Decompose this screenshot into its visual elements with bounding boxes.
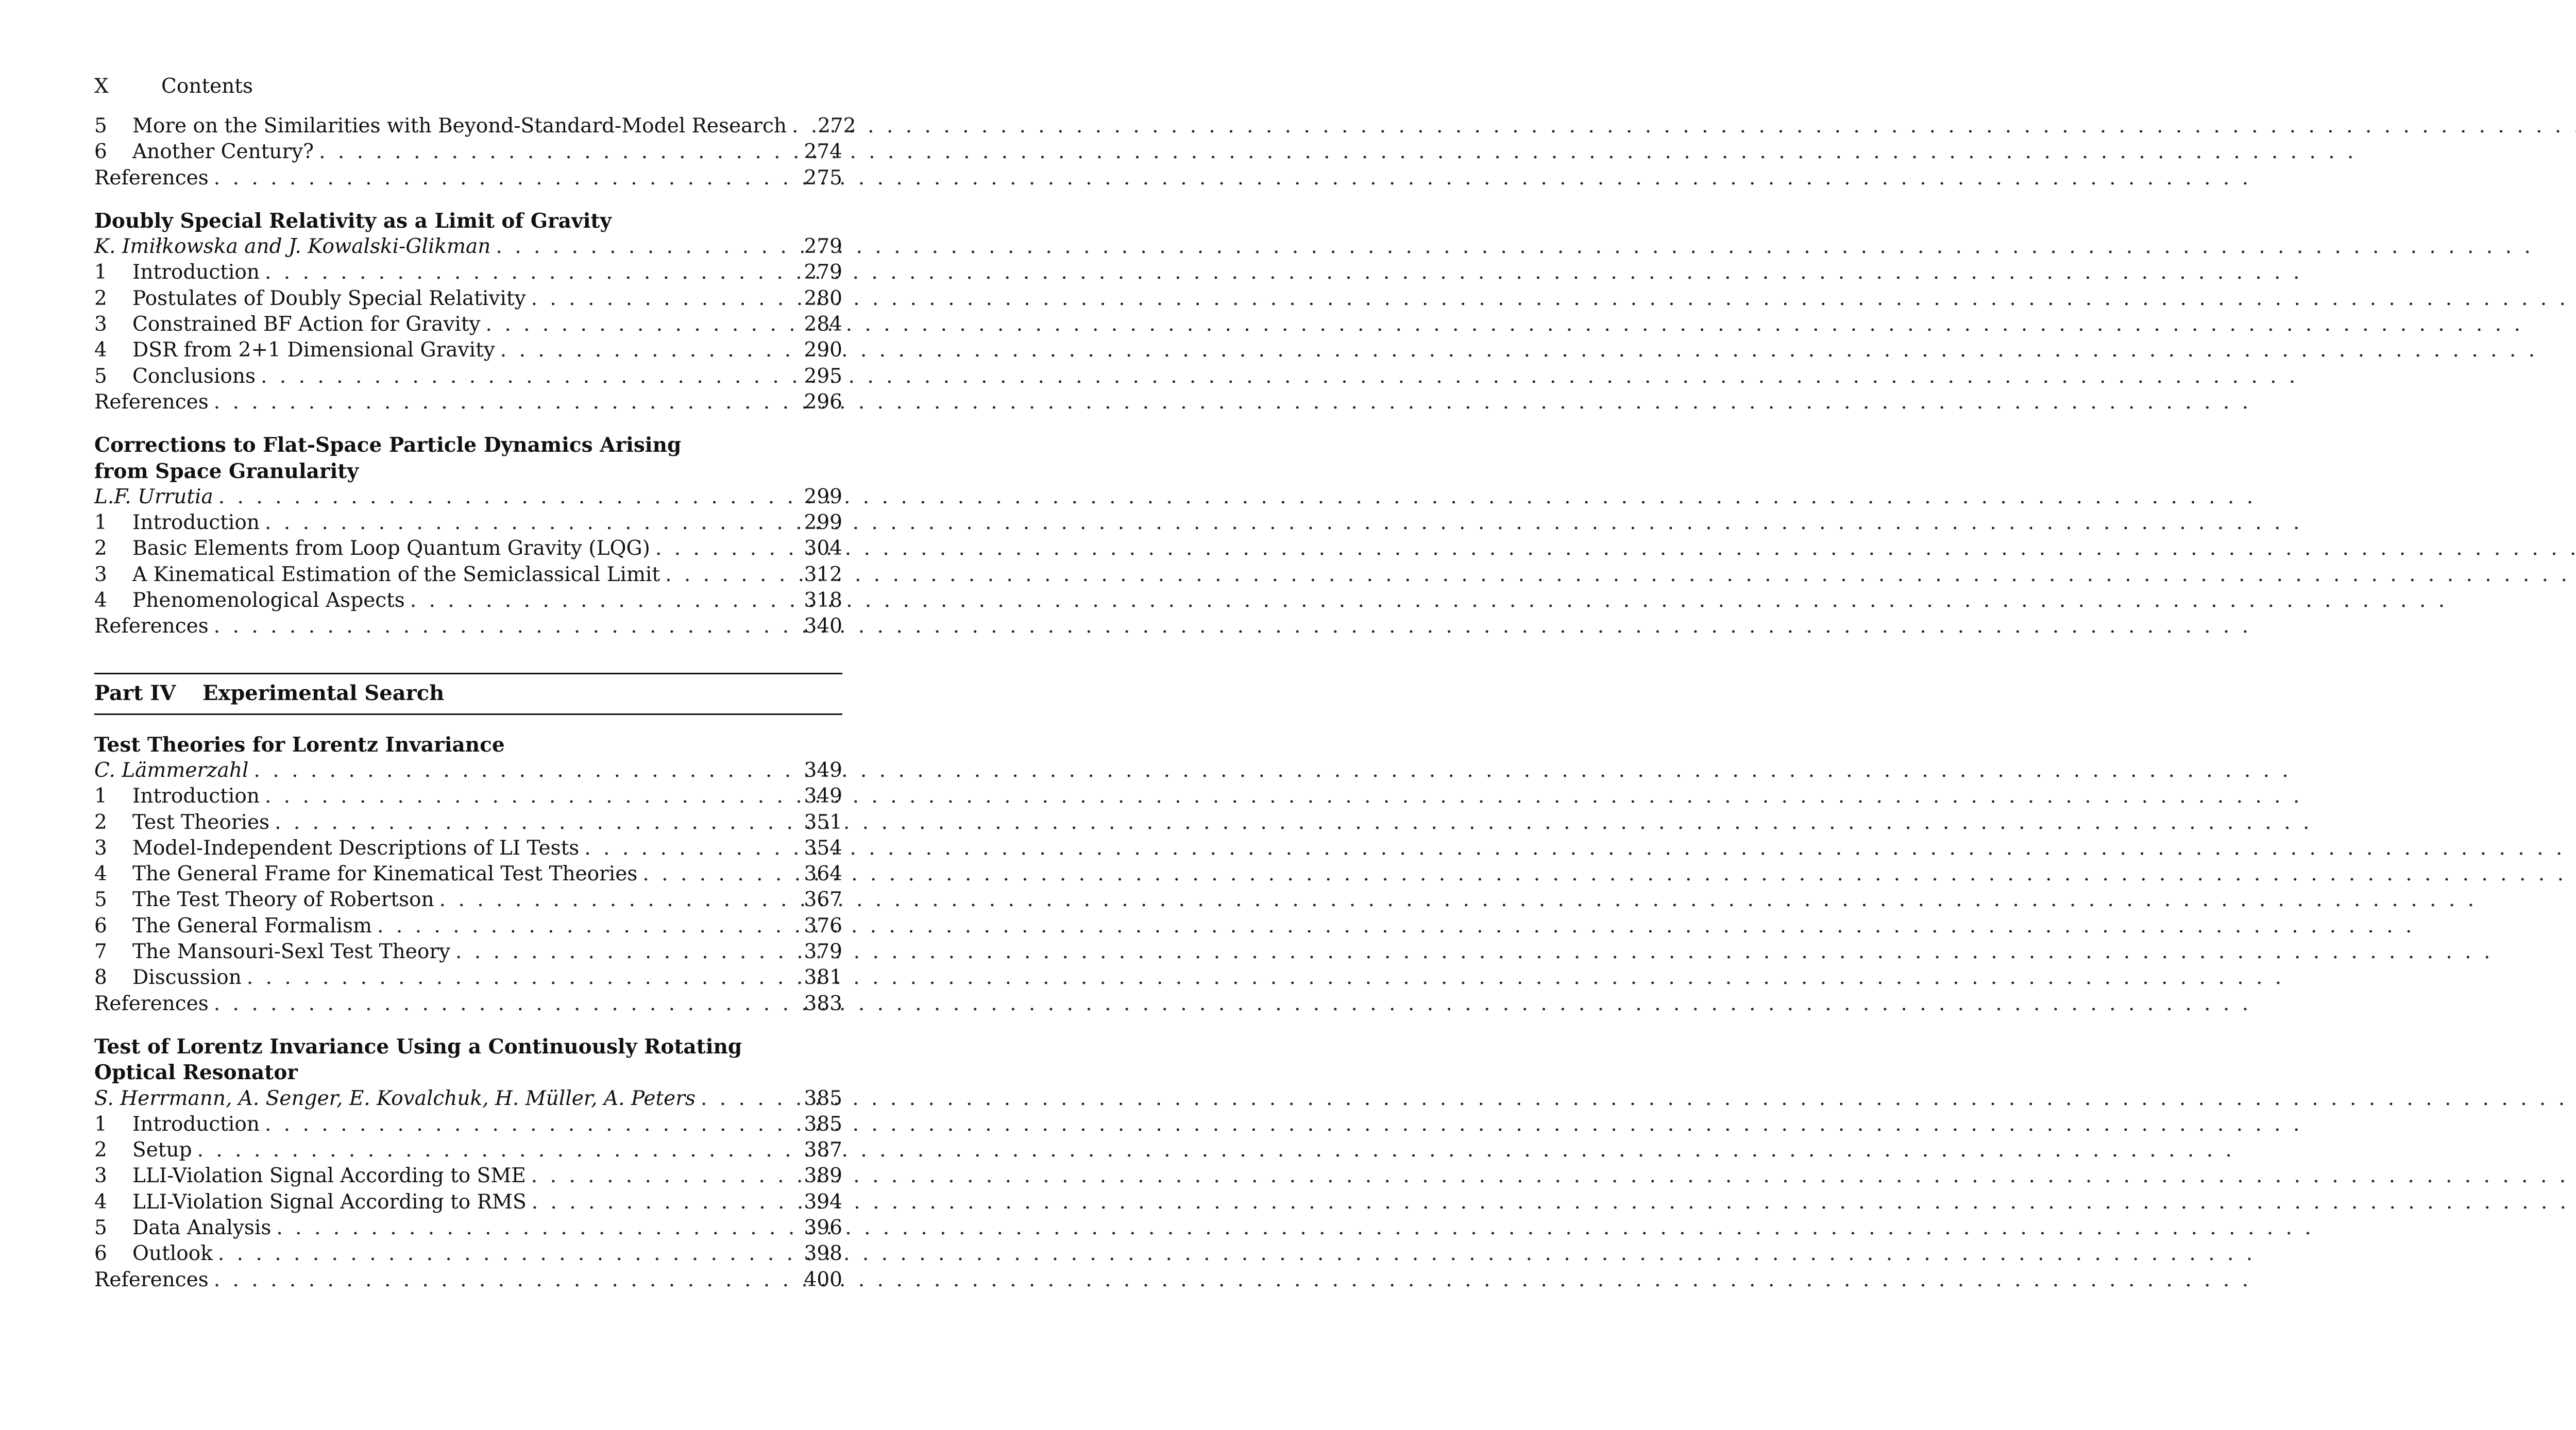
- page-number: 398: [804, 1242, 842, 1266]
- page-number: 280: [804, 286, 842, 310]
- page-number: 387: [804, 1138, 842, 1162]
- section-title: Model-Independent Descriptions of LI Tests: [132, 836, 580, 860]
- section-title: Outlook: [132, 1242, 213, 1266]
- page-number: 312: [804, 563, 842, 586]
- section-title: More on the Similarities with Beyond-Standard-Model Research: [132, 114, 787, 138]
- toc-entry[interactable]: [94, 337, 842, 363]
- toc-chapter: [94, 208, 842, 415]
- page-number: 364: [804, 862, 842, 886]
- section-number: 1: [94, 261, 107, 284]
- page-number: 299: [804, 511, 842, 535]
- section-title: References: [94, 1268, 209, 1291]
- page-number: 279: [804, 261, 842, 284]
- section-number: 5: [94, 888, 107, 912]
- section-number: 3: [94, 313, 107, 336]
- dot-leader: [214, 165, 799, 191]
- page-number: 389: [804, 1164, 842, 1188]
- section-number: 4: [94, 862, 107, 886]
- toc-entry[interactable]: [94, 588, 842, 614]
- dot-leader: [218, 1241, 799, 1267]
- page-number: 367: [804, 888, 842, 912]
- page-number: 376: [804, 914, 842, 938]
- author-names: C. Lämmerzahl: [94, 758, 249, 782]
- dot-leader: [214, 991, 799, 1017]
- page-number: 349: [804, 785, 842, 808]
- part-title: Experimental Search: [202, 680, 445, 705]
- dot-leader: [486, 312, 799, 337]
- dot-leader: [261, 364, 799, 389]
- running-head: [94, 71, 842, 102]
- section-title: References: [94, 992, 209, 1015]
- toc-entry[interactable]: [94, 861, 842, 887]
- dot-leader: [439, 887, 799, 913]
- chapter-author[interactable]: [94, 484, 842, 510]
- toc-entry[interactable]: [94, 510, 842, 536]
- chapter-author[interactable]: [94, 758, 842, 784]
- dot-leader: [275, 810, 799, 836]
- page-number: 349: [804, 758, 842, 782]
- toc-entry[interactable]: [94, 260, 842, 285]
- section-number: 1: [94, 1112, 107, 1136]
- page-number: 275: [804, 166, 842, 190]
- toc-entry[interactable]: [94, 836, 842, 861]
- author-names: L.F. Urrutia: [94, 485, 213, 508]
- dot-leader: [792, 113, 812, 139]
- section-title: LLI-Violation Signal According to SME: [132, 1164, 526, 1188]
- dot-leader: [455, 939, 799, 965]
- section-title: Constrained BF Action for Gravity: [132, 313, 481, 336]
- dot-leader: [642, 861, 799, 887]
- page-number: 304: [804, 537, 842, 560]
- page-number: 274: [804, 140, 842, 164]
- toc-entry[interactable]: [94, 139, 842, 165]
- section-number: 6: [94, 140, 107, 164]
- toc-entry[interactable]: [94, 312, 842, 337]
- section-number: 2: [94, 810, 107, 834]
- page-number: 381: [804, 966, 842, 990]
- dot-leader: [531, 1163, 799, 1189]
- chapter-author[interactable]: [94, 234, 842, 260]
- page-number: 290: [804, 338, 842, 362]
- toc-entry[interactable]: [94, 1241, 842, 1267]
- page-number: 272: [817, 114, 856, 138]
- dot-leader: [410, 588, 799, 614]
- toc-entry[interactable]: [94, 562, 842, 588]
- section-title: Conclusions: [132, 364, 256, 388]
- section-number: 5: [94, 364, 107, 388]
- page-number: 385: [804, 1112, 842, 1136]
- toc-entry-references[interactable]: [94, 389, 842, 415]
- section-number: 4: [94, 589, 107, 612]
- page-number: 318: [804, 589, 842, 612]
- toc-chapter: [94, 432, 842, 639]
- page-number: 340: [804, 615, 842, 638]
- section-number: 6: [94, 914, 107, 938]
- page-number: 279: [804, 235, 842, 259]
- toc-entry[interactable]: [94, 536, 842, 561]
- section-number: 1: [94, 785, 107, 808]
- section-number: 4: [94, 1190, 107, 1214]
- section-number: 3: [94, 836, 107, 860]
- section-title: The Mansouri-Sexl Test Theory: [132, 940, 450, 964]
- page-number: 354: [804, 836, 842, 860]
- dot-leader: [655, 536, 799, 561]
- section-title: The General Formalism: [132, 914, 372, 938]
- section-number: 7: [94, 940, 107, 964]
- author-names: S. Herrmann, A. Senger, E. Kovalchuk, H. Müller, A. Peters: [94, 1086, 696, 1110]
- toc-chapter: [94, 732, 842, 1017]
- section-title: DSR from 2+1 Dimensional Gravity: [132, 338, 495, 362]
- toc-entry[interactable]: [94, 364, 842, 389]
- part-heading[interactable]: [94, 673, 842, 715]
- page-number: 379: [804, 940, 842, 964]
- page-number: 351: [804, 810, 842, 834]
- section-number: 6: [94, 1242, 107, 1266]
- chapter-title[interactable]: Test of Lorentz Invariance Using a Continuously Rotating Optical Resonator: [94, 1034, 742, 1085]
- section-title: Discussion: [132, 966, 242, 990]
- page-number: 400: [804, 1268, 842, 1291]
- section-title: The Test Theory of Robertson: [132, 888, 434, 912]
- toc-entry[interactable]: [94, 887, 842, 913]
- chapter-title[interactable]: Doubly Special Relativity as a Limit of Gravity: [94, 209, 612, 233]
- toc-entry[interactable]: [94, 913, 842, 939]
- toc-entry-references[interactable]: [94, 1267, 842, 1293]
- section-title: Data Analysis: [132, 1216, 272, 1239]
- dot-leader: [496, 234, 799, 260]
- dot-leader: [218, 484, 799, 510]
- dot-leader: [701, 1086, 799, 1112]
- page-number: 284: [804, 313, 842, 336]
- dot-leader: [197, 1137, 799, 1163]
- section-number: 2: [94, 286, 107, 310]
- page-number: 299: [804, 485, 842, 508]
- toc-chapter: [94, 1034, 842, 1293]
- page-number: 394: [804, 1190, 842, 1214]
- dot-leader: [214, 1267, 799, 1293]
- section-title: Another Century?: [132, 140, 314, 164]
- author-names: K. Imiłkowska and J. Kowalski-Glikman: [94, 235, 491, 259]
- section-number: 4: [94, 338, 107, 362]
- dot-leader: [214, 389, 799, 415]
- section-title: Introduction: [132, 1112, 260, 1136]
- toc-continuation: [94, 113, 856, 191]
- section-number: 3: [94, 1164, 107, 1188]
- running-head-title: Contents: [161, 75, 253, 98]
- page-number: 295: [804, 364, 842, 388]
- dot-leader: [265, 260, 799, 285]
- toc-entry[interactable]: [94, 1163, 842, 1189]
- section-title: Basic Elements from Loop Quantum Gravity (LQG): [132, 537, 650, 560]
- section-number: 8: [94, 966, 107, 990]
- page-number: 385: [804, 1086, 842, 1110]
- section-number: 5: [94, 114, 107, 138]
- section-title: Test Theories: [132, 810, 270, 834]
- section-title: Introduction: [132, 511, 260, 535]
- page-number: 296: [804, 390, 842, 414]
- page-number: 383: [804, 992, 842, 1015]
- chapter-title[interactable]: Corrections to Flat-Space Particle Dynamics Arising from Space Granularity: [94, 433, 682, 483]
- chapter-author[interactable]: [94, 1086, 842, 1112]
- toc-entry[interactable]: [94, 939, 842, 965]
- toc-entry[interactable]: [94, 784, 842, 809]
- dot-leader: [532, 1189, 799, 1215]
- dot-leader: [265, 510, 799, 536]
- toc-entry[interactable]: [94, 113, 856, 139]
- toc-content: [94, 113, 856, 1293]
- dot-leader: [584, 836, 799, 861]
- toc-entry[interactable]: [94, 1215, 842, 1241]
- part-label: Part IV: [94, 680, 176, 705]
- section-title: References: [94, 390, 209, 414]
- section-number: 5: [94, 1216, 107, 1239]
- toc-entry[interactable]: [94, 286, 842, 312]
- dot-leader: [253, 758, 799, 784]
- section-title: Postulates of Doubly Special Relativity: [132, 286, 526, 310]
- section-number: 2: [94, 537, 107, 560]
- page-folio: X: [94, 75, 109, 98]
- dot-leader: [276, 1215, 799, 1241]
- toc-entry[interactable]: [94, 810, 842, 836]
- toc-entry-references[interactable]: [94, 165, 842, 191]
- section-number: 1: [94, 511, 107, 535]
- toc-entry-references[interactable]: [94, 991, 842, 1017]
- dot-leader: [500, 337, 799, 363]
- dot-leader: [214, 614, 799, 639]
- part-chapters: [94, 732, 842, 1293]
- section-number: 2: [94, 1138, 107, 1162]
- dot-leader: [319, 139, 799, 165]
- toc-entry-references[interactable]: [94, 614, 842, 639]
- dot-leader: [265, 1112, 799, 1137]
- page-number: 396: [804, 1216, 842, 1239]
- section-title: A Kinematical Estimation of the Semiclassical Limit: [132, 563, 660, 586]
- section-title: Phenomenological Aspects: [132, 589, 405, 612]
- section-title: References: [94, 166, 209, 190]
- section-title: The General Frame for Kinematical Test Theories: [132, 862, 638, 886]
- dot-leader: [265, 784, 799, 809]
- chapter-title[interactable]: Test Theories for Lorentz Invariance: [94, 733, 505, 757]
- section-title: Introduction: [132, 261, 260, 284]
- section-title: Setup: [132, 1138, 192, 1162]
- section-title: LLI-Violation Signal According to RMS: [132, 1190, 527, 1214]
- section-title: Introduction: [132, 785, 260, 808]
- toc-entry[interactable]: [94, 1189, 842, 1215]
- dot-leader: [531, 286, 799, 312]
- dot-leader: [377, 913, 799, 939]
- section-title: References: [94, 615, 209, 638]
- toc-entry[interactable]: [94, 1137, 842, 1163]
- section-number: 3: [94, 563, 107, 586]
- dot-leader: [247, 965, 799, 991]
- dot-leader: [665, 562, 799, 588]
- toc-entry[interactable]: [94, 1112, 842, 1137]
- toc-entry[interactable]: [94, 965, 842, 991]
